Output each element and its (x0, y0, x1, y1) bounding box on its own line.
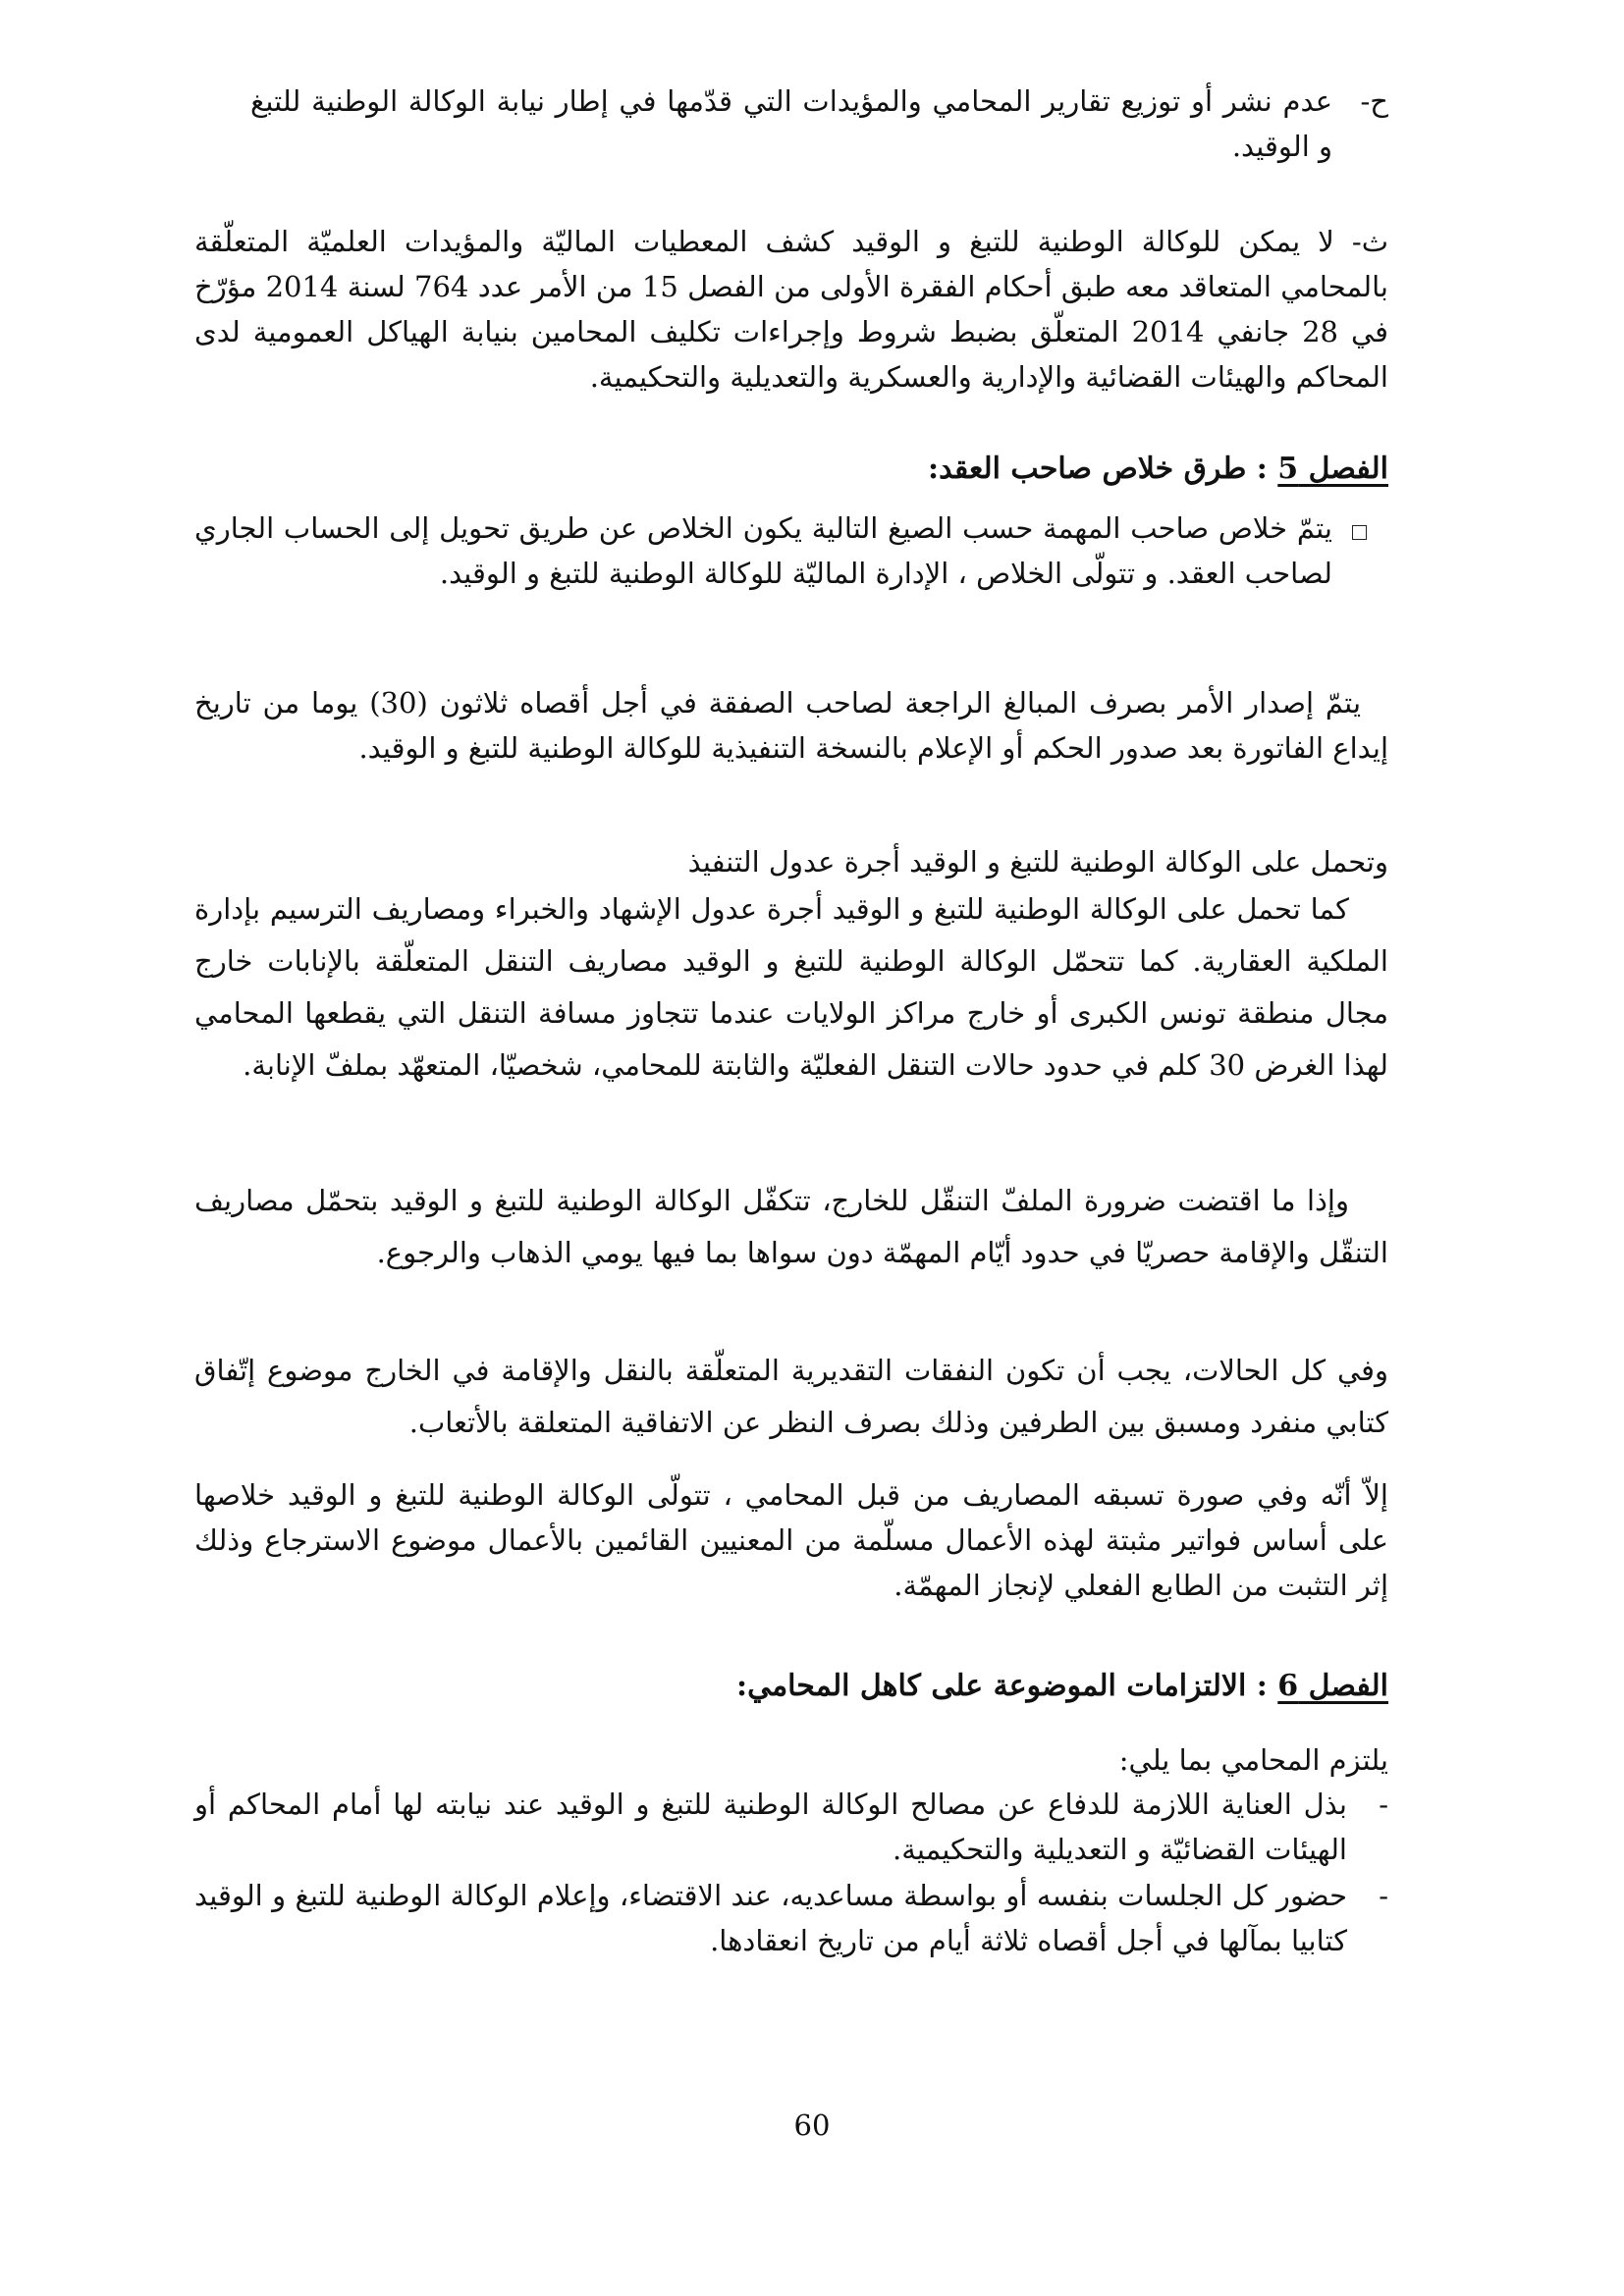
paragraph-confidentiality: ث- لا يمكن للوكالة الوطنية للتبغ و الوقيد كشف المعطيات الماليّة والمؤيدات العلميّة المتعلّقة بالمحامي المتعاقد معه طبق أحكام الفقرة الأولى من الفصل 15 من الأمر عدد 764 لسنة 2014 مؤرّخ في 28 جانفي 2014 المتعلّق بضبط شروط وإجراءات تكليف المحامين بنيابة الهياكل العمومية لدى المحاكم والهيئات القضائية والإدارية والعسكرية والتعديلية والتحكيمية. (194, 225, 1388, 394)
list-item-text: عدم نشر أو توزيع تقارير المحامي والمؤيدات التي قدّمها في إطار نيابة الوكالة الوطنية للتبغ و الوقيد. (250, 84, 1332, 163)
paragraph-payment-order: يتمّ إصدار الأمر بصرف المبالغ الراجعة لصاحب الصفقة في أجل أقصاه ثلاثون (30) يوما من تاريخ إيداع الفاتورة بعد صدور الحكم أو الإعلام بالنسخة التنفيذية للوكالة الوطنية للتبغ و الوقيد. (194, 686, 1388, 765)
paragraph-travel-abroad: وإذا ما اقتضت ضرورة الملفّ التنقّل للخارج، تتكفّل الوكالة الوطنية للتبغ و الوقيد بتحمّل مصاريف التنقّل والإقامة حصريّا في حدود أيّام المهمّة دون سواها بما فيها يومي الذهاب والرجوع. (194, 1184, 1388, 1269)
obligations-intro: يلتزم المحامي بما يلي: (1118, 1743, 1388, 1777)
obligation-item: بذل العناية اللازمة للدفاع عن مصالح الوكالة الوطنية للتبغ و الوقيد عند نيابته لها أمام المحاكم أو الهيئات القضائيّة و التعديلية والتحكيمية. (194, 1788, 1347, 1866)
paragraph-costs: كما تحمل على الوكالة الوطنية للتبغ و الوقيد أجرة عدول الإشهاد والخبراء ومصاريف الترسيم بإدارة الملكية العقارية. كما تتحمّل الوكالة الوطنية للتبغ و الوقيد مصاريف التنقل المتعلّقة بالإنابات خارج مجال منطقة تونس الكبرى أو خارج مراكز الولايات عندما تتجاوز مسافة التنقل التي يقطعها المحامي لهذا الغرض 30 كلم في حدود حالات التنقل الفعليّة والثابتة للمحامي، شخصيّا، المتعهّد بملفّ الإنابة. (194, 892, 1388, 1082)
list-marker: - (1379, 1879, 1388, 1912)
paragraph-bailiff-fees: وتحمل على الوكالة الوطنية للتبغ و الوقيد أجرة عدول التنفيذ (687, 845, 1388, 879)
page-number: 60 (793, 2109, 831, 2142)
list-marker: ح- (1360, 84, 1388, 118)
payment-method-text: يتمّ خلاص صاحب المهمة حسب الصيغ التالية يكون الخلاص عن طريق تحويل إلى الحساب الجاري لصاحب العقد. و تتولّى الخلاص ، الإدارة الماليّة للوكالة الوطنية للتبغ و الوقيد. (194, 511, 1332, 590)
chapter-5-label: الفصل 5 (1277, 452, 1388, 486)
checkbox-bullet-icon (1352, 525, 1367, 540)
chapter-6-heading (736, 1664, 1388, 1709)
chapter-6-label: الفصل 6 (1277, 1669, 1388, 1703)
obligation-item: حضور كل الجلسات بنفسه أو بواسطة مساعديه، عند الاقتضاء، وإعلام الوكالة الوطنية للتبغ و الوقيد كتابيا بمآلها في أجل أقصاه ثلاثة أيام من تاريخ انعقادها. (194, 1879, 1347, 1957)
list-marker: - (1379, 1788, 1388, 1821)
chapter-5-heading (928, 447, 1388, 492)
chapter-6-title: : الالتزامات الموضوعة على كاهل المحامي: (736, 1669, 1278, 1703)
paragraph-reimbursement: إلاّ أنّه وفي صورة تسبقه المصاريف من قبل المحامي ، تتولّى الوكالة الوطنية للتبغ و الوقيد خلاصها على أساس فواتير مثبتة لهذه الأعمال مسلّمة من المعنيين القائمين بالأعمال موضوع الاسترجاع وذلك إثر التثبت من الطابع الفعلي لإنجاز المهمّة. (194, 1478, 1388, 1602)
chapter-5-title: : طرق خلاص صاحب العقد: (928, 452, 1278, 486)
paragraph-all-cases: وفي كل الحالات، يجب أن تكون النفقات التقديرية المتعلّقة بالنقل والإقامة في الخارج موضوع إتّفاق كتابي منفرد ومسبق بين الطرفين وذلك بصرف النظر عن الاتفاقية المتعلقة بالأتعاب. (194, 1354, 1388, 1439)
